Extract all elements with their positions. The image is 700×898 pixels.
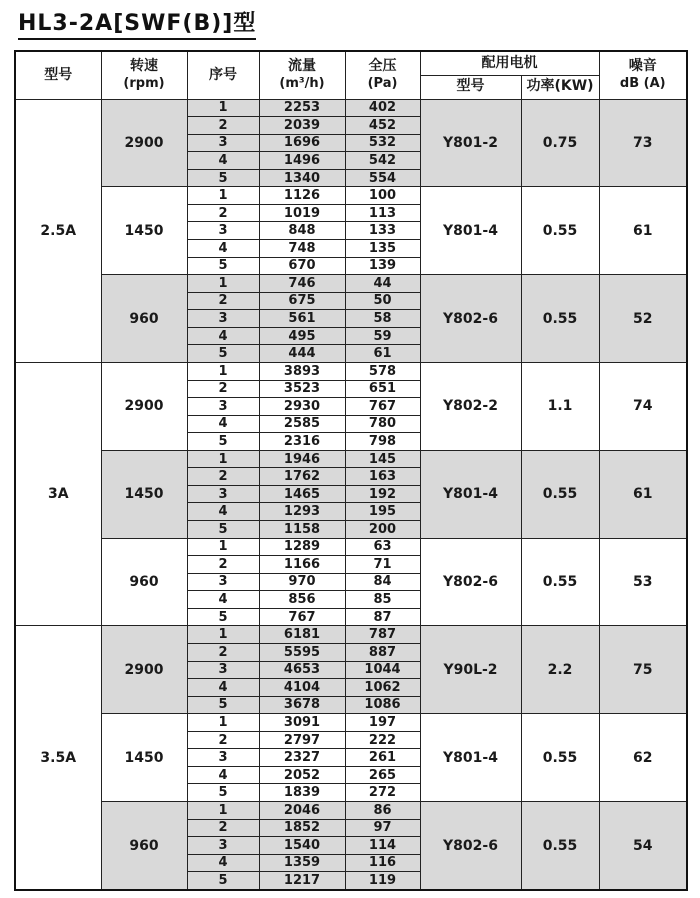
- pressure-cell: 97: [345, 819, 420, 837]
- seq-cell: 3: [187, 222, 259, 240]
- pressure-cell: 87: [345, 608, 420, 626]
- flow-cell: 2316: [259, 433, 345, 451]
- power-cell: 0.55: [521, 802, 599, 891]
- seq-cell: 4: [187, 503, 259, 521]
- pressure-cell: 145: [345, 450, 420, 468]
- table-row: [15, 99, 687, 117]
- flow-cell: 2046: [259, 802, 345, 820]
- flow-cell: 748: [259, 240, 345, 258]
- header-pressure-unit: (Pa): [367, 75, 398, 91]
- pressure-cell: 63: [345, 538, 420, 556]
- header-motor-power: 功率(KW): [521, 75, 599, 99]
- seq-cell: 2: [187, 819, 259, 837]
- flow-cell: 1852: [259, 819, 345, 837]
- pressure-cell: 114: [345, 837, 420, 855]
- speed-cell: 2900: [101, 626, 187, 714]
- header-motor-model: 型号: [420, 75, 521, 99]
- power-cell: 0.55: [521, 714, 599, 802]
- flow-cell: 4104: [259, 679, 345, 697]
- power-cell: 0.55: [521, 450, 599, 538]
- seq-cell: 5: [187, 521, 259, 539]
- pressure-cell: 542: [345, 152, 420, 170]
- pressure-cell: 402: [345, 99, 420, 117]
- seq-cell: 2: [187, 204, 259, 222]
- table-row: [15, 362, 687, 380]
- table-row: [15, 187, 687, 205]
- pressure-cell: 200: [345, 521, 420, 539]
- noise-cell: 62: [599, 714, 687, 802]
- flow-cell: 1158: [259, 521, 345, 539]
- speed-cell: 1450: [101, 450, 187, 538]
- header-speed-label: 转速: [130, 58, 158, 75]
- header-flow-unit: (m³/h): [279, 75, 325, 91]
- model-cell: 2.5A: [15, 99, 101, 362]
- header-flow: [259, 51, 345, 99]
- flow-cell: 1359: [259, 854, 345, 872]
- motor-model-cell: Y802-6: [420, 802, 521, 891]
- seq-cell: 3: [187, 837, 259, 855]
- seq-cell: 4: [187, 591, 259, 609]
- seq-cell: 3: [187, 485, 259, 503]
- pressure-cell: 272: [345, 784, 420, 802]
- flow-cell: 2585: [259, 415, 345, 433]
- flow-cell: 444: [259, 345, 345, 363]
- pressure-cell: 100: [345, 187, 420, 205]
- power-cell: 1.1: [521, 362, 599, 450]
- flow-cell: 746: [259, 275, 345, 293]
- speed-cell: 1450: [101, 187, 187, 275]
- flow-cell: 2253: [259, 99, 345, 117]
- seq-cell: 1: [187, 450, 259, 468]
- flow-cell: 1126: [259, 187, 345, 205]
- seq-cell: 5: [187, 257, 259, 275]
- flow-cell: 1166: [259, 556, 345, 574]
- seq-cell: 4: [187, 327, 259, 345]
- pressure-cell: 787: [345, 626, 420, 644]
- seq-cell: 2: [187, 643, 259, 661]
- seq-cell: 3: [187, 749, 259, 767]
- noise-cell: 53: [599, 538, 687, 626]
- flow-cell: 767: [259, 608, 345, 626]
- flow-cell: 2052: [259, 766, 345, 784]
- flow-cell: 670: [259, 257, 345, 275]
- speed-cell: 960: [101, 802, 187, 891]
- model-cell: 3A: [15, 362, 101, 625]
- motor-model-cell: Y802-6: [420, 538, 521, 626]
- pressure-cell: 222: [345, 731, 420, 749]
- speed-cell: 960: [101, 538, 187, 626]
- flow-cell: 1293: [259, 503, 345, 521]
- pressure-cell: 452: [345, 117, 420, 135]
- seq-cell: 4: [187, 415, 259, 433]
- header-model-label: 型号: [44, 66, 73, 83]
- noise-cell: 75: [599, 626, 687, 714]
- flow-cell: 3893: [259, 362, 345, 380]
- seq-cell: 5: [187, 696, 259, 714]
- pressure-cell: 71: [345, 556, 420, 574]
- header-flow-label: 流量: [288, 58, 316, 75]
- header-pressure: [345, 51, 420, 99]
- header-noise-unit: dB (A): [619, 75, 666, 91]
- pressure-cell: 197: [345, 714, 420, 732]
- pressure-cell: 85: [345, 591, 420, 609]
- pressure-cell: 44: [345, 275, 420, 293]
- seq-cell: 5: [187, 345, 259, 363]
- flow-cell: 4653: [259, 661, 345, 679]
- flow-cell: 1946: [259, 450, 345, 468]
- header-model: [15, 51, 101, 99]
- noise-cell: 74: [599, 362, 687, 450]
- motor-model-cell: Y802-2: [420, 362, 521, 450]
- pressure-cell: 86: [345, 802, 420, 820]
- seq-cell: 2: [187, 292, 259, 310]
- seq-cell: 5: [187, 169, 259, 187]
- pressure-cell: 113: [345, 204, 420, 222]
- flow-cell: 1465: [259, 485, 345, 503]
- flow-cell: 1289: [259, 538, 345, 556]
- seq-cell: 3: [187, 310, 259, 328]
- motor-model-cell: Y802-6: [420, 275, 521, 363]
- seq-cell: 2: [187, 117, 259, 135]
- flow-cell: 848: [259, 222, 345, 240]
- table-row: [15, 538, 687, 556]
- header-seq-label: 序号: [209, 66, 237, 83]
- seq-cell: 4: [187, 679, 259, 697]
- seq-cell: 5: [187, 608, 259, 626]
- pressure-cell: 61: [345, 345, 420, 363]
- seq-cell: 2: [187, 731, 259, 749]
- seq-cell: 4: [187, 766, 259, 784]
- table-row: [15, 802, 687, 820]
- seq-cell: 1: [187, 538, 259, 556]
- flow-cell: 561: [259, 310, 345, 328]
- header-row-1: [15, 51, 687, 75]
- header-seq: [187, 51, 259, 99]
- seq-cell: 1: [187, 362, 259, 380]
- noise-cell: 52: [599, 275, 687, 363]
- speed-cell: 2900: [101, 362, 187, 450]
- pressure-cell: 59: [345, 327, 420, 345]
- seq-cell: 3: [187, 398, 259, 416]
- seq-cell: 3: [187, 134, 259, 152]
- noise-cell: 61: [599, 450, 687, 538]
- flow-cell: 3091: [259, 714, 345, 732]
- pressure-cell: 261: [345, 749, 420, 767]
- flow-cell: 856: [259, 591, 345, 609]
- power-cell: 0.75: [521, 99, 599, 187]
- pressure-cell: 192: [345, 485, 420, 503]
- seq-cell: 1: [187, 187, 259, 205]
- pressure-cell: 887: [345, 643, 420, 661]
- flow-cell: 5595: [259, 643, 345, 661]
- seq-cell: 3: [187, 661, 259, 679]
- table-row: [15, 275, 687, 293]
- flow-cell: 1496: [259, 152, 345, 170]
- table-row: [15, 450, 687, 468]
- table-row: [15, 714, 687, 732]
- speed-cell: 1450: [101, 714, 187, 802]
- flow-cell: 495: [259, 327, 345, 345]
- spec-table-body: [15, 99, 687, 890]
- pressure-cell: 1044: [345, 661, 420, 679]
- seq-cell: 1: [187, 802, 259, 820]
- flow-cell: 970: [259, 573, 345, 591]
- flow-cell: 2930: [259, 398, 345, 416]
- flow-cell: 1340: [259, 169, 345, 187]
- pressure-cell: 135: [345, 240, 420, 258]
- motor-model-cell: Y801-2: [420, 99, 521, 187]
- seq-cell: 1: [187, 99, 259, 117]
- seq-cell: 4: [187, 854, 259, 872]
- pressure-cell: 133: [345, 222, 420, 240]
- pressure-cell: 554: [345, 169, 420, 187]
- pressure-cell: 651: [345, 380, 420, 398]
- pressure-cell: 265: [345, 766, 420, 784]
- pressure-cell: 163: [345, 468, 420, 486]
- seq-cell: 2: [187, 468, 259, 486]
- pressure-cell: 139: [345, 257, 420, 275]
- flow-cell: 2797: [259, 731, 345, 749]
- header-motor-group: 配用电机: [420, 51, 599, 75]
- pressure-cell: 532: [345, 134, 420, 152]
- header-speed-unit: (rpm): [123, 75, 165, 91]
- motor-model-cell: Y801-4: [420, 187, 521, 275]
- flow-cell: 1696: [259, 134, 345, 152]
- spec-table-header: [15, 51, 687, 99]
- seq-cell: 2: [187, 556, 259, 574]
- pressure-cell: 780: [345, 415, 420, 433]
- pressure-cell: 84: [345, 573, 420, 591]
- noise-cell: 73: [599, 99, 687, 187]
- seq-cell: 5: [187, 433, 259, 451]
- flow-cell: 1762: [259, 468, 345, 486]
- flow-cell: 2039: [259, 117, 345, 135]
- flow-cell: 1217: [259, 872, 345, 890]
- seq-cell: 4: [187, 152, 259, 170]
- seq-cell: 4: [187, 240, 259, 258]
- power-cell: 0.55: [521, 538, 599, 626]
- flow-cell: 1540: [259, 837, 345, 855]
- flow-cell: 1019: [259, 204, 345, 222]
- flow-cell: 6181: [259, 626, 345, 644]
- seq-cell: 1: [187, 275, 259, 293]
- model-cell: 3.5A: [15, 626, 101, 890]
- page-title: HL3-2A[SWF(B)]型: [18, 6, 256, 40]
- flow-cell: 2327: [259, 749, 345, 767]
- seq-cell: 5: [187, 784, 259, 802]
- flow-cell: 3678: [259, 696, 345, 714]
- seq-cell: 1: [187, 626, 259, 644]
- seq-cell: 2: [187, 380, 259, 398]
- flow-cell: 1839: [259, 784, 345, 802]
- power-cell: 0.55: [521, 187, 599, 275]
- speed-cell: 2900: [101, 99, 187, 187]
- header-noise-label: 噪音: [628, 58, 657, 75]
- seq-cell: 3: [187, 573, 259, 591]
- speed-cell: 960: [101, 275, 187, 363]
- seq-cell: 1: [187, 714, 259, 732]
- table-row: [15, 626, 687, 644]
- flow-cell: 3523: [259, 380, 345, 398]
- power-cell: 2.2: [521, 626, 599, 714]
- pressure-cell: 1086: [345, 696, 420, 714]
- seq-cell: 5: [187, 872, 259, 890]
- power-cell: 0.55: [521, 275, 599, 363]
- pressure-cell: 578: [345, 362, 420, 380]
- pressure-cell: 50: [345, 292, 420, 310]
- pressure-cell: 1062: [345, 679, 420, 697]
- motor-model-cell: Y801-4: [420, 450, 521, 538]
- pressure-cell: 195: [345, 503, 420, 521]
- motor-model-cell: Y90L-2: [420, 626, 521, 714]
- pressure-cell: 116: [345, 854, 420, 872]
- noise-cell: 61: [599, 187, 687, 275]
- pressure-cell: 767: [345, 398, 420, 416]
- pressure-cell: 119: [345, 872, 420, 890]
- header-speed: [101, 51, 187, 99]
- flow-cell: 675: [259, 292, 345, 310]
- pressure-cell: 798: [345, 433, 420, 451]
- header-noise: [599, 51, 687, 99]
- spec-table: [14, 50, 688, 891]
- header-pressure-label: 全压: [368, 58, 397, 75]
- motor-model-cell: Y801-4: [420, 714, 521, 802]
- pressure-cell: 58: [345, 310, 420, 328]
- noise-cell: 54: [599, 802, 687, 891]
